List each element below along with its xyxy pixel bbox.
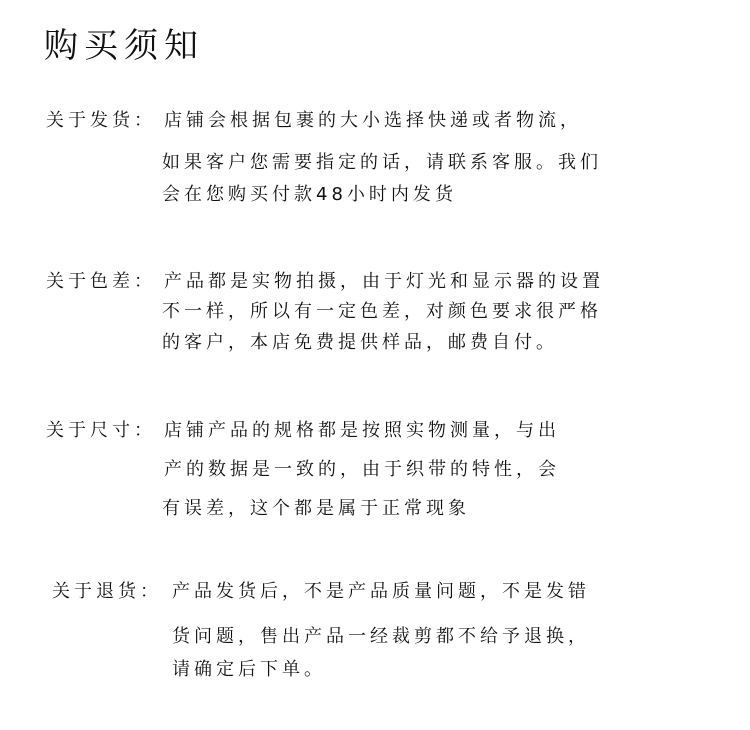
page-title: 购买须知: [44, 26, 204, 66]
color-difference-text-line-3: 的客户，本店免费提供样品，邮费自付。: [162, 332, 558, 353]
size-text-line-3: 有误差，这个都是属于正常现象: [162, 498, 470, 519]
shipping-text-line-2: 如果客户您需要指定的话，请联系客服。我们: [162, 152, 602, 173]
color-difference-label: 关于色差：: [46, 271, 156, 292]
returns-text-line-2: 货问题，售出产品一经裁剪都不给予退换，: [172, 626, 590, 647]
size-text-line-2: 产的数据是一致的，由于织带的特性，会: [164, 459, 560, 480]
shipping-text-line-3: 会在您购买付款48小时内发货: [162, 184, 457, 205]
returns-text-line-3: 请确定后下单。: [172, 659, 326, 680]
shipping-text-line-1: 店铺会根据包裹的大小选择快递或者物流，: [164, 110, 582, 131]
returns-text-line-1: 产品发货后，不是产品质量问题，不是发错: [172, 581, 590, 602]
size-label: 关于尺寸：: [46, 420, 156, 441]
shipping-label: 关于发货：: [46, 110, 156, 131]
color-difference-text-line-2: 不一样，所以有一定色差，对颜色要求很严格: [162, 301, 602, 322]
returns-label: 关于退货：: [52, 581, 162, 602]
size-text-line-1: 店铺产品的规格都是按照实物测量，与出: [164, 420, 560, 441]
color-difference-text-line-1: 产品都是实物拍摄，由于灯光和显示器的设置: [164, 271, 604, 292]
